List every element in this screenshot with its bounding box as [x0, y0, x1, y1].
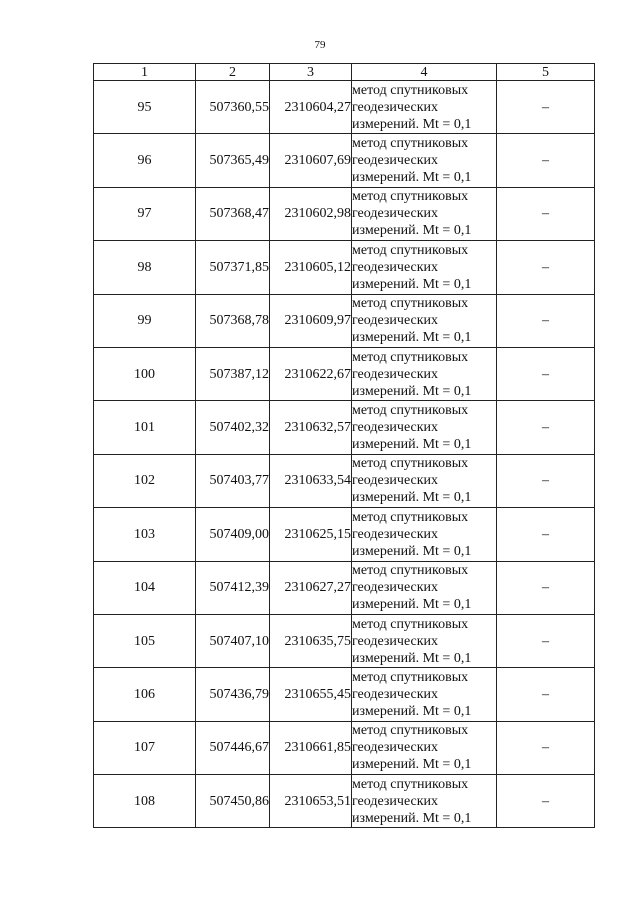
method-line: геодезических: [352, 580, 439, 596]
method-line: метод спутниковых: [352, 509, 469, 525]
table-body: [94, 64, 595, 828]
coordinate-y: 2310605,12: [270, 241, 352, 294]
coordinate-x: 507446,67: [196, 721, 270, 774]
method-line: метод спутниковых: [352, 189, 469, 205]
point-number: 96: [94, 134, 196, 187]
table-row: [94, 81, 595, 134]
point-number: 108: [94, 775, 196, 828]
method-line: геодезических: [352, 206, 439, 222]
table-row: [94, 187, 595, 240]
table-row: [94, 241, 595, 294]
coordinate-x: 507403,77: [196, 454, 270, 507]
method-line: метод спутниковых: [352, 242, 469, 258]
note: –: [497, 508, 595, 561]
column-header-3: 3: [270, 64, 352, 81]
method-line: измерений. Mt = 0,1: [352, 330, 472, 346]
coordinate-x: 507368,78: [196, 294, 270, 347]
method-line: измерений. Mt = 0,1: [352, 116, 472, 132]
point-number: 100: [94, 347, 196, 400]
measurement-method: [352, 347, 497, 400]
coordinate-y: 2310635,75: [270, 614, 352, 667]
table-row: [94, 561, 595, 614]
column-header-5: 5: [497, 64, 595, 81]
coordinate-x: 507407,10: [196, 614, 270, 667]
note: –: [497, 721, 595, 774]
note: –: [497, 668, 595, 721]
measurement-method: [352, 187, 497, 240]
point-number: 106: [94, 668, 196, 721]
point-number: 101: [94, 401, 196, 454]
method-line: геодезических: [352, 793, 439, 809]
method-line: геодезических: [352, 740, 439, 756]
measurement-method: [352, 508, 497, 561]
note: –: [497, 81, 595, 134]
point-number: 98: [94, 241, 196, 294]
method-line: метод спутниковых: [352, 136, 469, 152]
method-line: метод спутниковых: [352, 456, 469, 472]
point-number: 107: [94, 721, 196, 774]
coordinate-x: 507365,49: [196, 134, 270, 187]
note: –: [497, 775, 595, 828]
note: –: [497, 187, 595, 240]
method-line: геодезических: [352, 366, 439, 382]
method-line: метод спутниковых: [352, 403, 469, 419]
method-line: геодезических: [352, 686, 439, 702]
coordinate-y: 2310655,45: [270, 668, 352, 721]
table-row: [94, 508, 595, 561]
method-line: геодезических: [352, 420, 439, 436]
table-row: [94, 668, 595, 721]
column-header-4: 4: [352, 64, 497, 81]
measurement-method: [352, 721, 497, 774]
coordinate-y: 2310602,98: [270, 187, 352, 240]
note: –: [497, 294, 595, 347]
measurement-method: [352, 294, 497, 347]
coordinate-y: 2310661,85: [270, 721, 352, 774]
measurement-method: [352, 454, 497, 507]
coordinate-y: 2310633,54: [270, 454, 352, 507]
coordinate-y: 2310653,51: [270, 775, 352, 828]
coordinate-x: 507412,39: [196, 561, 270, 614]
coordinate-y: 2310604,27: [270, 81, 352, 134]
point-number: 95: [94, 81, 196, 134]
coordinate-y: 2310627,27: [270, 561, 352, 614]
coordinate-x: 507450,86: [196, 775, 270, 828]
table-row: [94, 614, 595, 667]
note: –: [497, 241, 595, 294]
method-line: геодезических: [352, 259, 439, 275]
measurement-method: [352, 241, 497, 294]
coordinate-x: 507436,79: [196, 668, 270, 721]
method-line: измерений. Mt = 0,1: [352, 490, 472, 506]
coordinate-y: 2310609,97: [270, 294, 352, 347]
measurement-method: [352, 614, 497, 667]
point-number: 103: [94, 508, 196, 561]
note: –: [497, 347, 595, 400]
method-line: измерений. Mt = 0,1: [352, 650, 472, 666]
coordinate-x: 507371,85: [196, 241, 270, 294]
method-line: геодезических: [352, 153, 439, 169]
coordinate-x: 507402,32: [196, 401, 270, 454]
coordinate-x: 507360,55: [196, 81, 270, 134]
table-header-row: [94, 64, 595, 81]
point-number: 105: [94, 614, 196, 667]
point-number: 102: [94, 454, 196, 507]
column-header-1: 1: [94, 64, 196, 81]
method-line: метод спутниковых: [352, 563, 469, 579]
method-line: измерений. Mt = 0,1: [352, 810, 472, 826]
note: –: [497, 401, 595, 454]
coordinates-table: [93, 63, 595, 828]
table-row: [94, 454, 595, 507]
page-number: 79: [314, 39, 326, 51]
method-line: измерений. Mt = 0,1: [352, 383, 472, 399]
measurement-method: [352, 81, 497, 134]
method-line: метод спутниковых: [352, 82, 469, 98]
coordinate-y: 2310632,57: [270, 401, 352, 454]
coordinate-x: 507368,47: [196, 187, 270, 240]
method-line: метод спутниковых: [352, 616, 469, 632]
measurement-method: [352, 668, 497, 721]
coordinate-x: 507409,00: [196, 508, 270, 561]
method-line: метод спутниковых: [352, 723, 469, 739]
method-line: измерений. Mt = 0,1: [352, 437, 472, 453]
point-number: 97: [94, 187, 196, 240]
measurement-method: [352, 561, 497, 614]
point-number: 104: [94, 561, 196, 614]
note: –: [497, 561, 595, 614]
note: –: [497, 454, 595, 507]
method-line: измерений. Mt = 0,1: [352, 703, 472, 719]
method-line: измерений. Mt = 0,1: [352, 597, 472, 613]
method-line: измерений. Mt = 0,1: [352, 223, 472, 239]
method-line: геодезических: [352, 473, 439, 489]
method-line: метод спутниковых: [352, 349, 469, 365]
method-line: измерений. Mt = 0,1: [352, 170, 472, 186]
method-line: метод спутниковых: [352, 776, 469, 792]
method-line: измерений. Mt = 0,1: [352, 276, 472, 292]
note: –: [497, 614, 595, 667]
measurement-method: [352, 401, 497, 454]
method-line: метод спутниковых: [352, 296, 469, 312]
coordinate-y: 2310607,69: [270, 134, 352, 187]
table-row: [94, 294, 595, 347]
note: –: [497, 134, 595, 187]
method-line: геодезических: [352, 99, 439, 115]
point-number: 99: [94, 294, 196, 347]
measurement-method: [352, 775, 497, 828]
column-header-2: 2: [196, 64, 270, 81]
method-line: геодезических: [352, 526, 439, 542]
coordinate-x: 507387,12: [196, 347, 270, 400]
method-line: геодезических: [352, 633, 439, 649]
method-line: геодезических: [352, 313, 439, 329]
table-row: [94, 775, 595, 828]
table-row: [94, 721, 595, 774]
coordinate-y: 2310625,15: [270, 508, 352, 561]
table-row: [94, 347, 595, 400]
coordinate-y: 2310622,67: [270, 347, 352, 400]
method-line: метод спутниковых: [352, 669, 469, 685]
table-row: [94, 401, 595, 454]
measurement-method: [352, 134, 497, 187]
method-line: измерений. Mt = 0,1: [352, 543, 472, 559]
method-line: измерений. Mt = 0,1: [352, 757, 472, 773]
table-row: [94, 134, 595, 187]
